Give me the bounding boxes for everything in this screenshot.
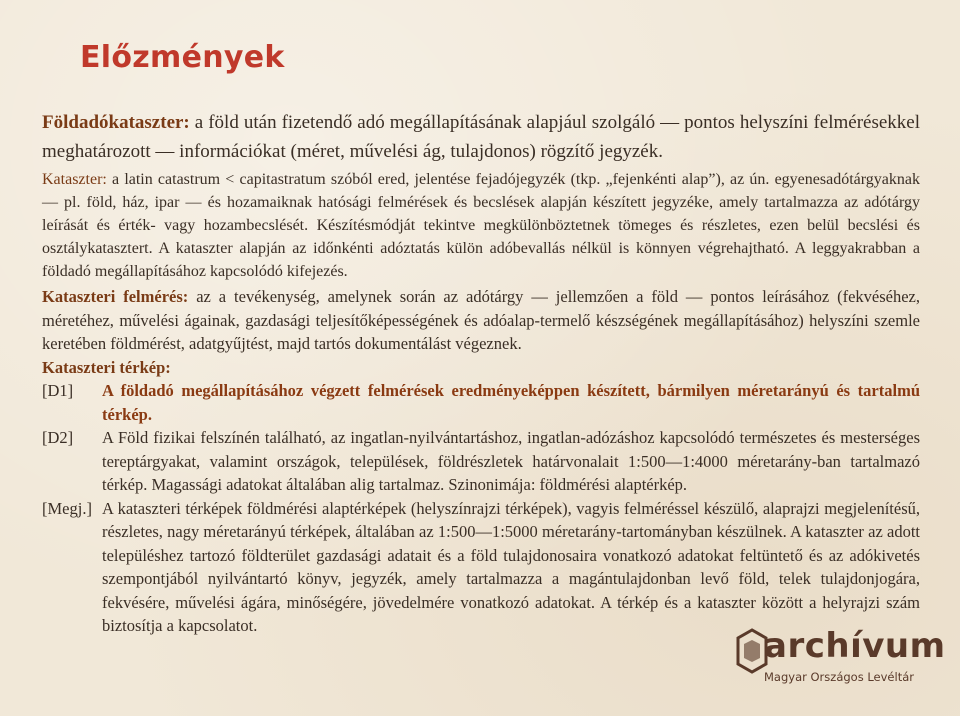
text-d2: A Föld fizikai felszínén található, az ingatlan-nyilvántartáshoz, ingatlan-adózáshoz kapcsolódó természetes és mesterséges tereptárgyakat, valamint országok, települések, földrészletek határvonalait 1:500―1:4000 méretarány-ban tartalmazó térkép. Magassági adatokat általában alig tartalmaz. Szinonimája: földmérési alaptérkép. [102,428,920,494]
text-d1: A földadó megállapításához végzett felmérések eredményeképpen készített, bármilyen méretarányú és tartalmú térkép. [102,381,920,424]
label-d2: [D2] [42,428,74,447]
archivum-watermark [732,624,946,694]
paragraph-kataszter [42,168,920,283]
heading-kataszteri-terkep [42,356,920,380]
label-d1: [D1] [42,381,74,400]
paragraph-foldadokataszter [42,108,920,166]
label-megj: [Megj.] [42,498,92,518]
definition-megj [42,497,920,638]
definition-kataszteri-felmeres: az a tevékenység, amelynek során az adótárgy ― jellemzően a föld ― pontos leírásához (fekvéséhez, méretéhez, művelési ágainak, gazdasági teljesítőképességének és adóalap-termelő készségének megállapításához) helyszíni szemle keretében földmérést, adatgyűjtést, majd tartós dokumentálást végeznek. [42,287,920,353]
definition-kataszter: a latin catastrum < capitastratum szóból ered, jelentése fejadójegyzék (tkp. „fejenkénti alap”), az ún. egyenesadótárgyaknak ― pl. föld, ház, ipar ― és hozamaiknak hatósági felmérések és becslések alapján készített jegyzéke, amely tartalmazza az adótárgy leírását és érték- vagy hozambecslését. Készítésmódját tekintve megkülönböztetnek tömeges és részletes, ezen belül becslési és osztálykatasztert. A kataszter alapján az időnkénti adóztatás külön adóbevallás nélkül is könnyen végrehajtható. A leggyakrabban a földadó megállapításához kapcsolódó kifejezés. [42,171,920,280]
slide-content [42,108,920,638]
definition-d1 [42,379,920,426]
text-megj: A kataszteri térképek földmérési alaptérképek (helyszínrajzi térképek), vagyis felméréssel készülő, alaprajzi megjelenítésű, részletes, nagy méretarányú térképek, általában az 1:500―1:5000 méretarány-tartományban készülnek. A kataszter az adott településhez tartozó földterület gazdasági adatait és a föld tulajdonosaira vonatkozó adatokat feltüntető és az adókivetés szempontjából nyilvántartó könyv, jegyzék, amely tartalmazza a magántulajdonban levő föld, telek tulajdonjogára, fekvésére, művelési ágára, minőségére, jövedelmére vonatkozó adatokat. A térkép és a kataszter között a helyrajzi szám biztosítja a kapcsolatot. [102,498,920,635]
definition-foldadokataszter: a föld után fizetendő adó megállapításának alapjául szolgáló ― pontos helyszíni felmérésekkel meghatározott ― információkat (méret, művelési ág, tulajdonos) rögzítő jegyzék. [42,112,920,162]
term-kataszter: Kataszter: [42,171,107,188]
watermark-word: archívum [764,626,946,666]
term-kataszteri-felmeres: Kataszteri felmérés: [42,287,189,306]
watermark-subtitle: Magyar Országos Levéltár [764,670,914,684]
slide-title: Előzmények [80,40,285,75]
term-foldadokataszter: Földadókataszter: [42,112,190,133]
definition-d2 [42,426,920,497]
term-kataszteri-terkep: Kataszteri térkép: [42,357,171,377]
paragraph-kataszteri-felmeres [42,285,920,356]
